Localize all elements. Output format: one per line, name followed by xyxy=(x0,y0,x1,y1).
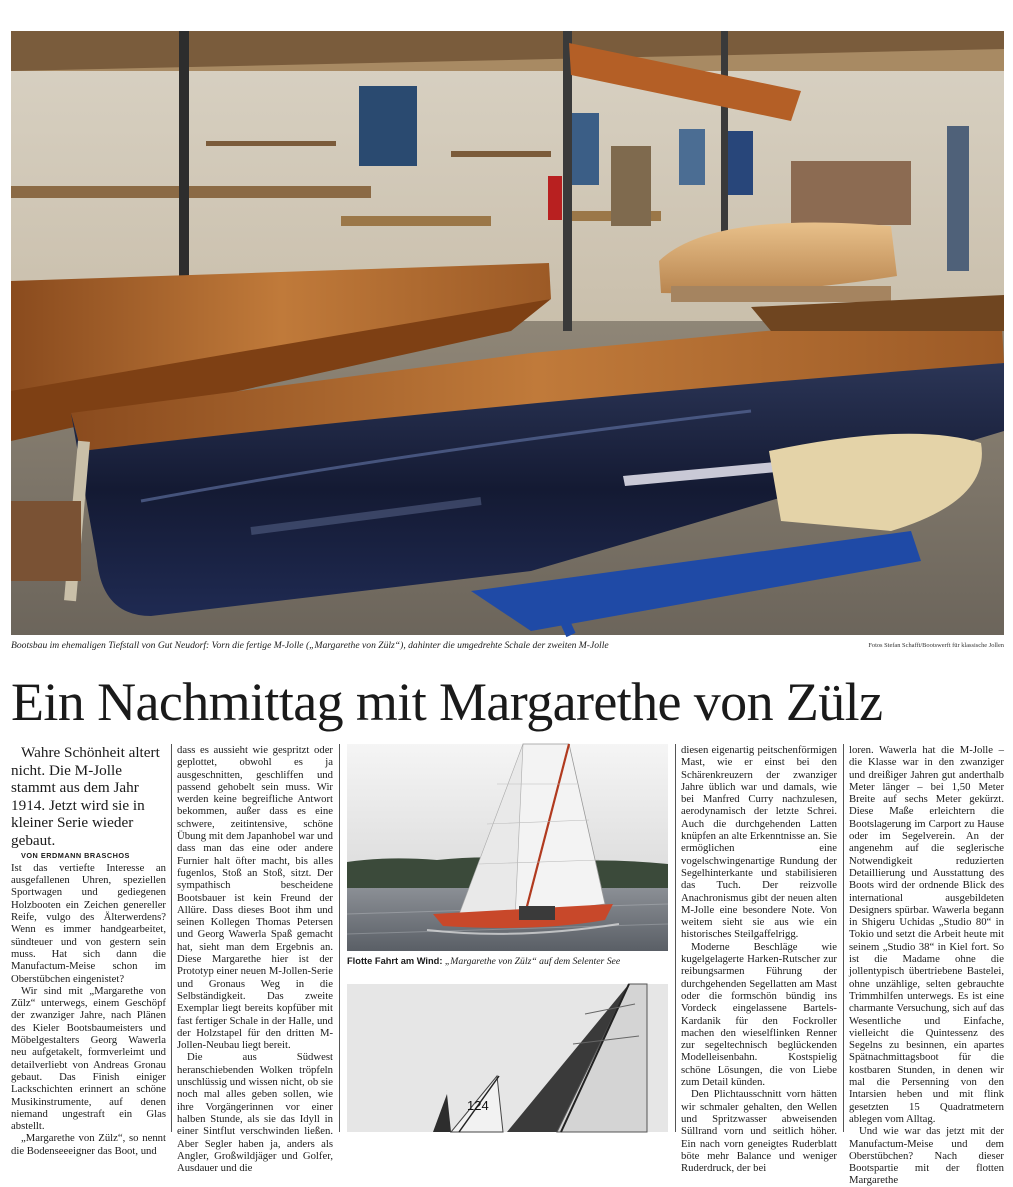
caption-bold: Flotte Fahrt am Wind: xyxy=(347,956,443,966)
caption-italic: „Margarethe von Zülz“ auf dem Selenter See xyxy=(444,956,621,967)
column-divider xyxy=(171,744,172,1132)
column-5 xyxy=(849,744,1004,1187)
paragraph: Und wie war das jetzt mit der Manufactum-Meise und dem Oberstübchen? Nach dieser Bootspartie mit der flotten Margarethe xyxy=(849,1125,1004,1187)
column-divider xyxy=(675,744,676,1132)
paragraph: diesen eigenartig peitschenförmigen Mast, wie er einst bei den Schärenkreuzern der zwanziger Jahre üblich war und damals, wie bei Manfred Curry nachzulesen, aerodynamisch der letzte Schrei. Auch die durchgehenden Latten knüpfen an alte Erkenntnisse an. Sie ermöglichen eine vogelschwingenartige Rundung der Segelhinterkante und stabilisieren das Tuch. Der reizvolle Anachronismus gibt der neuen alten M-Jolle eine besondere Note. Von weitem sieht sie aus wie ein historisches Steilgaffelrigg. xyxy=(681,744,837,941)
column-2 xyxy=(177,744,333,1175)
sail-number: 124 xyxy=(467,1098,489,1113)
paragraph: dass es aussieht wie gespritzt oder geplottet, obwohl es ja ausgeschnitten, geschliffen und passend gehobelt sein muss. Wir werden keine begreifliche Antwort bekommen, außer dass es eine schwere, zeitintensive, schöne Übung mit dem Japanhobel war und dass man das eine oder andere Furnier halt öfter macht, bis alles fugenlos, Stoß an Stoß, sitzt. Der sympathisch bescheidene Bootsbauer ist kein Freund der Allüre. Dass dieses Boot ihm und seinen Kollegen Thomas Petersen und Georg Wawerla Spaß gemacht hat, sieht man dem Ergebnis an. Diese Margarethe hier ist der Prototyp einer neuen M-Jollen-Serie und Gronaus Weg in die Selbständigkeit. Das zweite Exemplar liegt bereits kopfüber mit fast fertiger Schale in der Halle, und der Holzstapel für den dritten M-Jollen-Neubau liegt bereit. xyxy=(177,744,333,1052)
photo-credit: Fotos Stefan Schafft/Bootswerft für klassische Jollen xyxy=(868,642,1004,649)
paragraph: Den Plichtausschnitt vorn hätten wir schmaler gehalten, den Wellen und Spritzwasser abweisenden Süllrand vorn und seitlich höher. Ein nach vorn geneigtes Ruderblatt böte mehr Balance und weniger Ruderdruck, der bei xyxy=(681,1088,837,1175)
paragraph: „Margarethe von Zülz“, so nennt die Bodenseeeigner das Boot, und xyxy=(11,1132,166,1157)
paragraph: Moderne Beschläge wie kugelgelagerte Harken-Rutscher zur reibungsarmen Führung der durchgehenden Segellatten am Mast oder die formschön bündig ins Vordeck eingelassene Bartels-Kardanik für den Fockroller machen den wieselflinken Renner zur segeltechnisch beglückenden Modelleisenbahn. Kostspielig schöne Lösungen, die von Liebe zum Detail künden. xyxy=(681,940,837,1089)
column-divider xyxy=(843,744,844,1132)
sailing-boat-illustration xyxy=(347,744,668,951)
hero-photo-boat-workshop xyxy=(11,31,1004,635)
sailing-photo xyxy=(347,744,668,951)
article-byline: VON ERDMANN BRASCHOS xyxy=(21,850,130,860)
column-4 xyxy=(681,744,837,1175)
hero-caption-row xyxy=(11,640,1004,654)
article-lead: Wahre Schönheit altert nicht. Die M-Jolle stammt aus dem Jahr 1914. Jetzt wird sie in kleiner Serie wieder gebaut. xyxy=(11,744,160,849)
column-divider xyxy=(339,744,340,1132)
paragraph: Wir sind mit „Margarethe von Zülz“ unterwegs, einem Geschöpf der zwanziger Jahre, nach Plänen des Kieler Bootsbaumeisters und Möbelgestalters Georg Wawerla neu aufgetakelt, formverleimt und detailverliebt von Andreas Gronau gebaut. Das Finish einiger Lackschichten erinnert an schöne Musikinstrumente, auf denen niemand ungestraft ein Glas abstellt. xyxy=(11,984,166,1133)
paragraph: Ist das vertiefte Interesse an ausgefallenen Uhren, speziellen Sportwagen und gediegenen Holzbooten ein Zeichen genereller Reife, vulgo des Älterwerdens? Wenn es immer handgearbeitet, sündteuer und von gestern sein muss. Hat sich dann die Manufactum-Meise schon im Oberstübchen eingenistet? xyxy=(11,861,166,985)
article-headline: Ein Nachmittag mit Margarethe von Zülz xyxy=(11,672,883,732)
column-1 xyxy=(11,744,166,1157)
workshop-illustration xyxy=(11,31,1004,635)
historic-regatta-illustration xyxy=(347,984,668,1132)
sailing-photo-caption xyxy=(347,956,669,967)
paragraph: Die aus Südwest heranschiebenden Wolken tröpfeln unschlüssig und wissen nicht, ob sie noch mal alles geben sollen, wie ihre Vorgängerinnen vor einer halben Stunde, als sie das Idyll in einer Sintflut verschwinden ließen. Aber Segler haben ja, anders als Angler, Großwildjäger und Golfer, Ausdauer und die xyxy=(177,1051,333,1175)
historic-sailing-photo xyxy=(347,984,668,1132)
hero-caption: Bootsbau im ehemaligen Tiefstall von Gut Neudorf: Vorn die fertige M-Jolle („Margarethe von Zülz“), dahinter die umgedrehte Schale der zweiten M-Jolle xyxy=(11,640,609,651)
paragraph: loren. Wawerla hat die M-Jolle – die Klasse war in den zwanziger und dreißiger Jahren gut anderthalb Meter länger – bei 1,50 Meter Breite auf sechs Meter gekürzt. Diese Maße erleichtern die Bootslagerung im Carport zu Hause oder im Segelverein. An der angenehm auf die seglerische Notwendigkeit reduzierten Detaillierung und Ausstattung des Boots wird der ordnende Blick des international ausgebildeten Designers spürbar. Wawerla begann in Shigeru Uchidas „Studio 80“ in Tokio und setzt die Arbeit heute mit seinem „Studio 38“ in Kiel fort. So ist die Madame ohne die jollentypisch übertriebene Bastelei, ohne unzählige, selten gebrauchte Trimmhilfen unterwegs. Es ist eine charmante Versuchung, sich auf das Wesentliche und Einfache, vielleicht die Quintessenz des Segelns zu besinnen, ein apartes Spätnachmittagsboot für die kostbaren Stunden, in denen wir mal die Persenning von den Intarsien heben und mit flink gesetzten 15 Quadratmetern ablegen vom Alltag. xyxy=(849,744,1004,1125)
